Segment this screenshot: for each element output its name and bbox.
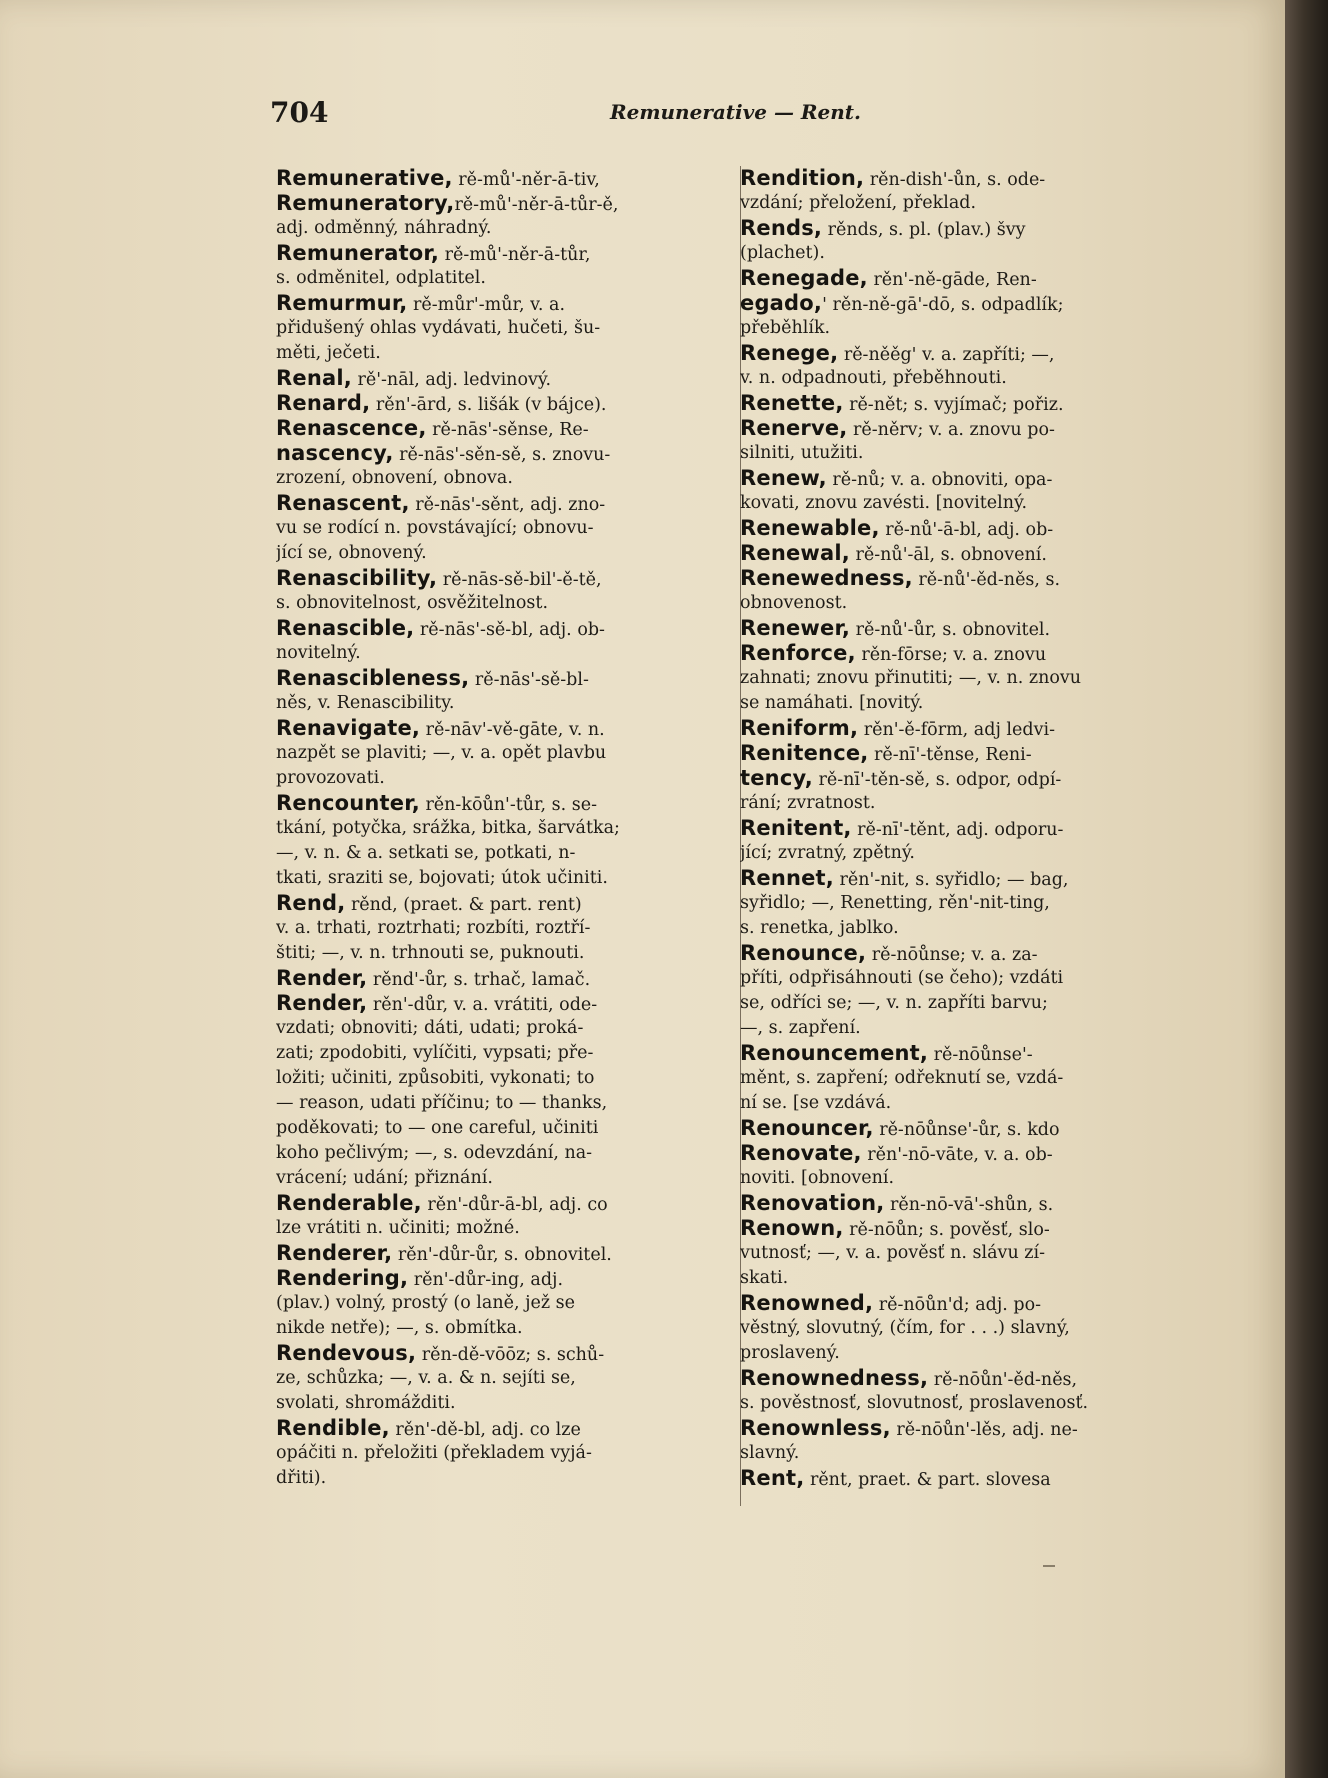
- entry-line: [276, 1191, 743, 1216]
- entry-line: [276, 841, 743, 866]
- entry-text: se, odříci se; —, v. n. zapříti barvu;: [740, 993, 1048, 1013]
- entry-text: rěn'-důr, v. a. vrátiti, ode-: [367, 995, 598, 1015]
- entry-line: [276, 166, 743, 191]
- entry-line: [276, 1341, 743, 1366]
- entry-line: [740, 1416, 1212, 1441]
- headword: Renderable,: [276, 1191, 422, 1215]
- entry-text: rěnds, s. pl. (plav.) švy: [822, 220, 1026, 240]
- entry-text: rěn-dish'-ůn, s. ode-: [864, 170, 1046, 190]
- headword: Renouncer,: [740, 1116, 874, 1140]
- entry-text: vu se rodící n. povstávající; obnovu-: [276, 518, 594, 538]
- entry-line: [740, 516, 1212, 541]
- entry-text: rěn'-dě-bl, adj. co lze: [389, 1420, 581, 1440]
- entry-text: štiti; —, v. n. trhnouti se, puknouti.: [276, 943, 585, 963]
- entry-text: rě-mů'-něr-ā-tiv,: [452, 170, 600, 190]
- entry-text: příti, odpřisáhnouti (se čeho); vzdáti: [740, 968, 1064, 988]
- headword: Renal,: [276, 366, 352, 390]
- headword: Renette,: [740, 391, 844, 415]
- headword: Renitence,: [740, 741, 869, 765]
- entry-text: rěn-nō-vā'-shůn, s.: [884, 1195, 1054, 1215]
- entry-text: rě-nōůn'-ěd-něs,: [928, 1370, 1078, 1390]
- entry-text: rě-nī'-těnse, Reni-: [868, 745, 1032, 765]
- entry-line: [740, 741, 1212, 766]
- entry-line: [740, 616, 1212, 641]
- headword: Rent,: [740, 1466, 805, 1490]
- entry-line: [276, 391, 743, 416]
- entry-line: [276, 366, 743, 391]
- headword: Remunerative,: [276, 166, 453, 190]
- entry-text: rěn-fōrse; v. a. znovu: [855, 645, 1047, 665]
- entry-line: [740, 1391, 1212, 1416]
- entry-line: [276, 741, 743, 766]
- entry-text: slavný.: [740, 1443, 800, 1463]
- entry-text: rě-nōůn'd; adj. po-: [873, 1295, 1042, 1315]
- entry-line: [276, 466, 743, 491]
- entry-text: rě-nōůn; s. pověsť, slo-: [843, 1220, 1050, 1240]
- entry-text: svolati, shromážditi.: [276, 1393, 456, 1413]
- entry-line: [740, 941, 1212, 966]
- entry-line: [276, 1441, 743, 1466]
- entry-line: [276, 791, 743, 816]
- page-header: [270, 96, 1030, 136]
- headword: Renderer,: [276, 1241, 393, 1265]
- entry-line: [276, 1016, 743, 1041]
- entry-text: vrácení; udání; přiznání.: [276, 1168, 493, 1188]
- entry-text: vzdání; přeložení, překlad.: [740, 193, 977, 213]
- headword: egado,: [740, 291, 823, 315]
- entry-text: tkání, potyčka, srážka, bitka, šarvátka;: [276, 818, 620, 838]
- entry-line: [740, 1116, 1212, 1141]
- entry-text: rě-nāv'-vě-gāte, v. n.: [420, 720, 605, 740]
- headword: Renewable,: [740, 516, 880, 540]
- headword: Rendevous,: [276, 1341, 417, 1365]
- entry-text: rě-nās'-sěn-sě, s. znovu-: [393, 445, 611, 465]
- entry-line: [276, 566, 743, 591]
- entry-text: rěn-kōůn'-tůr, s. se-: [419, 795, 597, 815]
- headword: Renege,: [740, 341, 839, 365]
- entry-line: [740, 391, 1212, 416]
- entry-line: [740, 1316, 1212, 1341]
- entry-text: rě-nōůnse; v. a. za-: [866, 945, 1038, 965]
- entry-line: [740, 691, 1212, 716]
- entry-line: [276, 1391, 743, 1416]
- entry-line: [740, 1066, 1212, 1091]
- entry-line: [276, 691, 743, 716]
- entry-line: [740, 316, 1212, 341]
- entry-line: [276, 266, 743, 291]
- entry-line: [276, 1116, 743, 1141]
- entry-text: rě-nī'-těnt, adj. odporu-: [851, 820, 1064, 840]
- headword: Renewedness,: [740, 566, 913, 590]
- entry-text: měnt, s. zapření; odřeknutí se, vzdá-: [740, 1068, 1064, 1088]
- entry-line: [276, 191, 743, 216]
- entry-text: s. renetka, jablko.: [740, 918, 899, 938]
- entry-text: rě-nās'-sě-bl, adj. ob-: [414, 620, 605, 640]
- headword: Rennet,: [740, 866, 834, 890]
- entry-line: [740, 1441, 1212, 1466]
- entry-text: věstný, slovutný, (čím, for . . .) slavný,: [740, 1318, 1070, 1338]
- entry-text: opáčiti n. přeložiti (překladem vyjá-: [276, 1443, 592, 1463]
- entry-text: rě-nů'-āl, s. obnovení.: [849, 545, 1047, 565]
- headword: Rends,: [740, 216, 823, 240]
- entry-line: [740, 891, 1212, 916]
- headword: tency,: [740, 766, 813, 790]
- entry-line: [740, 1191, 1212, 1216]
- entry-text: rě-nōůnse'-ůr, s. kdo: [873, 1120, 1060, 1140]
- entry-text: zahnati; znovu přinutiti; —, v. n. znovu: [740, 668, 1082, 688]
- headword: Renowned,: [740, 1291, 874, 1315]
- headword: Renascent,: [276, 491, 410, 515]
- entry-line: [740, 716, 1212, 741]
- entry-line: [276, 716, 743, 741]
- headword: Renavigate,: [276, 716, 421, 740]
- footer-mark: [1043, 1565, 1055, 1567]
- entry-line: [276, 1141, 743, 1166]
- entry-line: [276, 1166, 743, 1191]
- headword: Renegade,: [740, 266, 868, 290]
- entry-text: —, s. zapření.: [740, 1018, 861, 1038]
- entry-line: [740, 291, 1212, 316]
- entry-line: [276, 891, 743, 916]
- entry-text: syřidlo; —, Renetting, rěn'-nit-ting,: [740, 893, 1050, 913]
- entry-line: [740, 541, 1212, 566]
- entry-text: rěn'-ārd, s. lišák (v bájce).: [370, 395, 607, 415]
- headword: Renew,: [740, 466, 827, 490]
- page-number: 704: [270, 96, 329, 129]
- entry-text: měti, ječeti.: [276, 343, 381, 363]
- entry-text: ložiti; učiniti, způsobiti, vykonati; to: [276, 1068, 595, 1088]
- book-binding-edge: [1285, 0, 1328, 1778]
- headword: Renovate,: [740, 1141, 862, 1165]
- entry-text: skati.: [740, 1268, 789, 1288]
- headword: Render,: [276, 991, 368, 1015]
- entry-text: rě-nōůn'-lěs, adj. ne-: [890, 1420, 1078, 1440]
- entry-line: [276, 1241, 743, 1266]
- entry-line: [276, 991, 743, 1016]
- entry-line: [740, 1091, 1212, 1116]
- entry-line: [276, 216, 743, 241]
- headword: Reniform,: [740, 716, 859, 740]
- entry-text: s. odměnitel, odplatitel.: [276, 268, 486, 288]
- headword: Rencounter,: [276, 791, 420, 815]
- entry-text: adj. odměnný, náhradný.: [276, 218, 492, 238]
- entry-line: [740, 341, 1212, 366]
- entry-text: rě-můr'-můr, v. a.: [407, 295, 566, 315]
- entry-text: rě-mů'-něr-ā-tůr-ě,: [454, 195, 619, 215]
- entry-text: rě-nās-sě-bil'-ě-tě,: [437, 570, 602, 590]
- entry-text: nazpět se plaviti; —, v. a. opět plavbu: [276, 743, 607, 763]
- entry-text: vutnosť; —, v. a. pověsť n. slávu zí-: [740, 1243, 1046, 1263]
- entry-text: (plachet).: [740, 243, 825, 263]
- left-column: [276, 166, 743, 1491]
- headword: Remurmur,: [276, 291, 408, 315]
- entry-line: [740, 1466, 1212, 1491]
- headword: Renewal,: [740, 541, 850, 565]
- entry-text: se namáhati. [novitý.: [740, 693, 924, 713]
- entry-line: [276, 1216, 743, 1241]
- entry-text: rěnd'-ůr, s. trhač, lamač.: [367, 970, 591, 990]
- entry-text: dřiti).: [276, 1468, 327, 1488]
- entry-line: [740, 1341, 1212, 1366]
- entry-text: něs, v. Renascibility.: [276, 693, 455, 713]
- entry-text: obnovenost.: [740, 593, 848, 613]
- headword: Renascible,: [276, 616, 415, 640]
- entry-line: [740, 1266, 1212, 1291]
- entry-line: [276, 941, 743, 966]
- right-column: [740, 166, 1212, 1491]
- headword: Renascibility,: [276, 566, 438, 590]
- entry-line: [276, 866, 743, 891]
- entry-text: v. n. odpadnouti, přeběhnouti.: [740, 368, 1007, 388]
- entry-line: [276, 1366, 743, 1391]
- entry-text: poděkovati; to — one careful, učiniti: [276, 1118, 599, 1138]
- headword: Rendible,: [276, 1416, 390, 1440]
- entry-text: rěn'-nō-vāte, v. a. ob-: [861, 1145, 1053, 1165]
- headword: Renewer,: [740, 616, 851, 640]
- entry-line: [740, 916, 1212, 941]
- running-head: Remunerative — Rent.: [610, 100, 862, 124]
- entry-line: [740, 641, 1212, 666]
- headword: Rendering,: [276, 1266, 409, 1290]
- entry-text: rě-nās'-sěnt, adj. zno-: [409, 495, 606, 515]
- entry-line: [740, 241, 1212, 266]
- headword: Renounce,: [740, 941, 867, 965]
- headword: Renerve,: [740, 416, 848, 440]
- entry-line: [276, 1066, 743, 1091]
- entry-text: ' rěn-ně-gā'-dō, s. odpadlík;: [822, 295, 1064, 315]
- entry-text: přeběhlík.: [740, 318, 831, 338]
- entry-line: [740, 1216, 1212, 1241]
- entry-text: s. pověstnosť, slovutnosť, proslavenosť.: [740, 1393, 1089, 1413]
- entry-line: [740, 666, 1212, 691]
- entry-text: rě-něrv; v. a. znovu po-: [847, 420, 1055, 440]
- entry-line: [740, 966, 1212, 991]
- entry-line: [740, 1166, 1212, 1191]
- entry-text: rě-nů'-ā-bl, adj. ob-: [879, 520, 1054, 540]
- entry-line: [740, 1366, 1212, 1391]
- entry-text: noviti. [obnovení.: [740, 1168, 895, 1188]
- entry-text: tkati, sraziti se, bojovati; útok učiniti.: [276, 868, 608, 888]
- entry-text: silniti, utužiti.: [740, 443, 864, 463]
- entry-line: [276, 916, 743, 941]
- headword: Renforce,: [740, 641, 856, 665]
- entry-line: [740, 441, 1212, 466]
- entry-line: [740, 866, 1212, 891]
- entry-line: [740, 566, 1212, 591]
- headword: Remunerator,: [276, 241, 440, 265]
- entry-line: [740, 991, 1212, 1016]
- entry-line: [276, 1416, 743, 1441]
- entry-text: rěn'-důr-ing, adj.: [408, 1270, 564, 1290]
- entry-text: rě-nās'-sě-bl-: [469, 670, 589, 690]
- entry-text: rě-nů'-ěd-něs, s.: [912, 570, 1061, 590]
- entry-text: rěnd, (praet. & part. rent): [345, 895, 582, 915]
- entry-line: [276, 241, 743, 266]
- entry-line: [276, 1091, 743, 1116]
- entry-text: rěnt, praet. & part. slovesa: [804, 1470, 1051, 1490]
- entry-line: [276, 766, 743, 791]
- headword: Renouncement,: [740, 1041, 929, 1065]
- entry-text: rě-nů'-ůr, s. obnovitel.: [850, 620, 1051, 640]
- entry-text: s. obnovitelnost, osvěžitelnost.: [276, 593, 549, 613]
- entry-line: [276, 441, 743, 466]
- entry-line: [740, 1241, 1212, 1266]
- entry-text: kovati, znovu zavésti. [novitelný.: [740, 493, 1028, 513]
- entry-line: [740, 491, 1212, 516]
- entry-text: rěn'-nit, s. syřidlo; — bag,: [833, 870, 1069, 890]
- entry-text: —, v. n. & a. setkati se, potkati, n-: [276, 843, 576, 863]
- entry-text: provozovati.: [276, 768, 385, 788]
- entry-text: nikde netře); —, s. obmítka.: [276, 1318, 523, 1338]
- entry-line: [276, 1316, 743, 1341]
- headword: Renown,: [740, 1216, 844, 1240]
- entry-line: [276, 966, 743, 991]
- entry-text: ní se. [se vzdává.: [740, 1093, 892, 1113]
- entry-text: rě-nět; s. vyjímač; pořiz.: [843, 395, 1064, 415]
- entry-line: [740, 591, 1212, 616]
- entry-text: rěn'-důr-ā-bl, adj. co: [421, 1195, 608, 1215]
- entry-line: [276, 666, 743, 691]
- entry-text: vzdati; obnoviti; dáti, udati; proká-: [276, 1018, 584, 1038]
- headword: Renascibleness,: [276, 666, 470, 690]
- entry-text: jící se, obnovený.: [276, 543, 427, 563]
- headword: Renard,: [276, 391, 371, 415]
- headword: Rend,: [276, 891, 346, 915]
- entry-text: rěn'-ě-fōrm, adj ledvi-: [858, 720, 1055, 740]
- entry-line: [740, 166, 1212, 191]
- entry-line: [740, 366, 1212, 391]
- entry-line: [276, 341, 743, 366]
- entry-line: [740, 1141, 1212, 1166]
- entry-text: proslavený.: [740, 1343, 840, 1363]
- headword: nascency,: [276, 441, 394, 465]
- entry-text: rě'-nāl, adj. ledvinový.: [351, 370, 552, 390]
- headword: Renascence,: [276, 416, 427, 440]
- entry-text: rěn'-důr-ůr, s. obnovitel.: [392, 1245, 612, 1265]
- entry-line: [276, 416, 743, 441]
- headword: Renitent,: [740, 816, 852, 840]
- entry-text: jící; zvratný, zpětný.: [740, 843, 915, 863]
- entry-text: zati; zpodobiti, vylíčiti, vypsati; pře-: [276, 1043, 594, 1063]
- entry-line: [276, 816, 743, 841]
- entry-line: [276, 291, 743, 316]
- entry-text: koho pečlivým; —, s. odevzdání, na-: [276, 1143, 593, 1163]
- entry-text: přidušený ohlas vydávati, hučeti, šu-: [276, 318, 601, 338]
- entry-line: [740, 1016, 1212, 1041]
- entry-line: [740, 841, 1212, 866]
- entry-text: rě-nī'-těn-sě, s. odpor, odpí-: [812, 770, 1062, 790]
- entry-text: rání; zvratnost.: [740, 793, 876, 813]
- entry-line: [740, 191, 1212, 216]
- entry-text: rě-nů; v. a. obnoviti, opa-: [826, 470, 1053, 490]
- entry-line: [276, 1291, 743, 1316]
- entry-line: [276, 491, 743, 516]
- entry-text: — reason, udati příčinu; to — thanks,: [276, 1093, 608, 1113]
- entry-text: zrození, obnovení, obnova.: [276, 468, 513, 488]
- entry-text: rěn-dě-vōōz; s. schů-: [416, 1345, 605, 1365]
- entry-line: [276, 516, 743, 541]
- entry-text: rě-nōůnse'-: [928, 1045, 1033, 1065]
- entry-line: [276, 591, 743, 616]
- entry-text: lze vrátiti n. učiniti; možné.: [276, 1218, 520, 1238]
- entry-line: [740, 816, 1212, 841]
- entry-line: [740, 466, 1212, 491]
- entry-line: [276, 1466, 743, 1491]
- headword: Remuneratory,: [276, 191, 455, 215]
- entry-line: [740, 766, 1212, 791]
- entry-line: [276, 641, 743, 666]
- headword: Renownedness,: [740, 1366, 929, 1390]
- entry-text: novitelný.: [276, 643, 361, 663]
- entry-text: rě-mů'-něr-ā-tůr,: [439, 245, 591, 265]
- entry-text: rě-nās'-sěnse, Re-: [426, 420, 589, 440]
- headword: Renovation,: [740, 1191, 885, 1215]
- entry-line: [740, 416, 1212, 441]
- entry-line: [740, 216, 1212, 241]
- entry-line: [740, 791, 1212, 816]
- entry-line: [276, 616, 743, 641]
- entry-line: [276, 541, 743, 566]
- entry-line: [276, 316, 743, 341]
- entry-line: [740, 1291, 1212, 1316]
- entry-line: [740, 266, 1212, 291]
- entry-line: [276, 1266, 743, 1291]
- headword: Rendition,: [740, 166, 865, 190]
- headword: Renownless,: [740, 1416, 891, 1440]
- entry-line: [740, 1041, 1212, 1066]
- entry-text: ze, schůzka; —, v. a. & n. sejíti se,: [276, 1368, 576, 1388]
- entry-text: (plav.) volný, prostý (o laně, jež se: [276, 1293, 575, 1313]
- entry-text: rě-něěg' v. a. zapříti; —,: [838, 345, 1055, 365]
- headword: Render,: [276, 966, 368, 990]
- entry-text: rěn'-ně-gāde, Ren-: [867, 270, 1037, 290]
- entry-line: [276, 1041, 743, 1066]
- entry-text: v. a. trhati, roztrhati; rozbíti, roztří-: [276, 918, 591, 938]
